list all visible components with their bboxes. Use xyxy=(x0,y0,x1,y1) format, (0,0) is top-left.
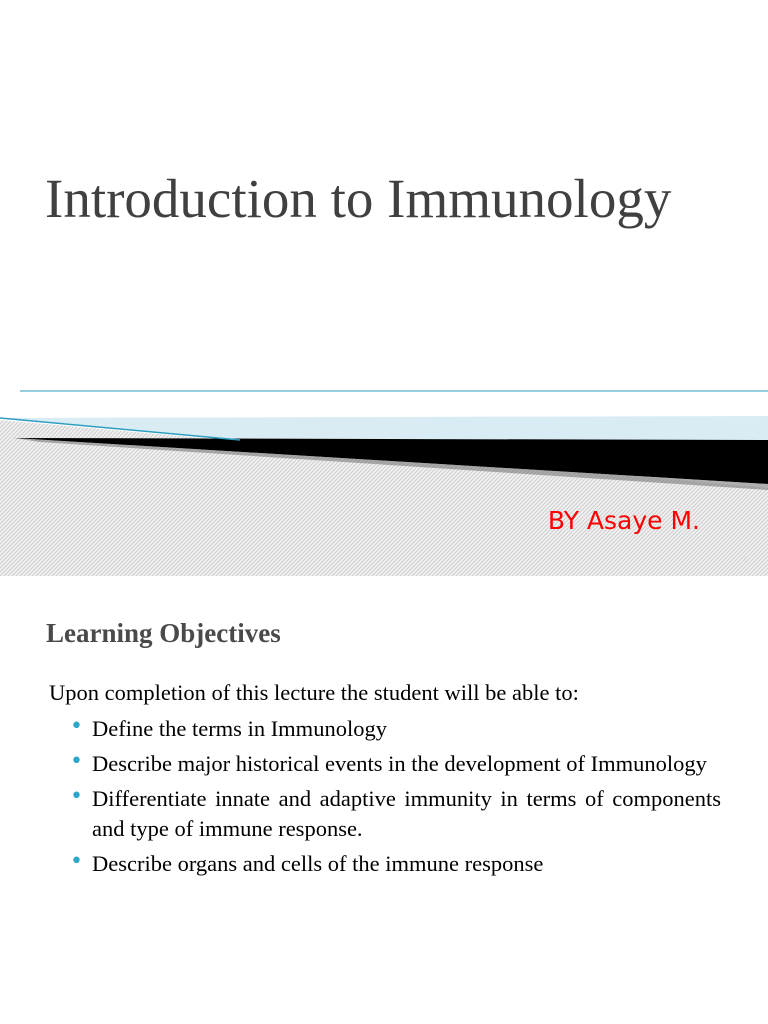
round-bullet-icon: • xyxy=(70,784,83,809)
decorative-band xyxy=(0,380,768,576)
objective-text: Differentiate innate and adaptive immunity in terms of components and type of immune response. xyxy=(92,786,721,841)
objectives-list xyxy=(70,714,721,884)
round-bullet-icon: • xyxy=(70,749,83,774)
author-name: BY Asaye M. xyxy=(547,506,700,535)
objective-text: Describe organs and cells of the immune response xyxy=(92,851,544,876)
round-bullet-icon: • xyxy=(70,849,83,874)
section-heading: Learning Objectives xyxy=(46,618,281,648)
objective-text: Define the terms in Immunology xyxy=(92,716,387,741)
objective-text: Describe major historical events in the development of Immunology xyxy=(92,751,707,776)
list-item xyxy=(70,849,721,879)
round-bullet-icon: • xyxy=(70,714,83,739)
list-item xyxy=(70,784,721,844)
objectives-slide xyxy=(0,576,768,1024)
list-item xyxy=(70,714,721,744)
intro-text: Upon completion of this lecture the student will be able to: xyxy=(49,680,579,705)
slide-number: 1 xyxy=(742,556,748,565)
list-item xyxy=(70,749,721,779)
slide-title: Introduction to Immunology xyxy=(45,168,672,229)
